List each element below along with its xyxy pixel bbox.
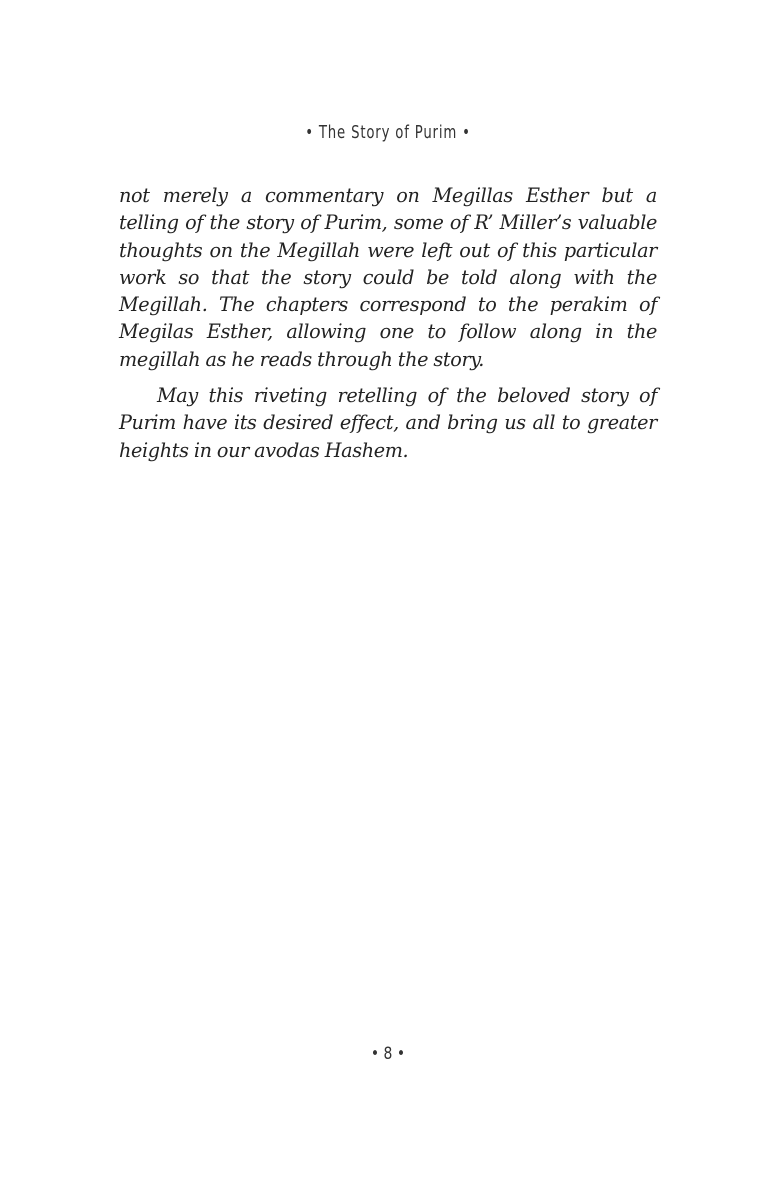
- paragraph-1: not merely a commentary on Megillas Esther but a telling of the story of Purim, some of R’ Miller’s valuable thoughts on the Megillah were left out of this particular work so that the story could be told along with the Megillah. The chapters correspond to the perakim of Megilas Esther, allowing one to follow along in the megillah as he reads through the story.: [119, 184, 657, 371]
- paragraph-2: May this riveting retelling of the beloved story of Purim have its desired effect, and bring us all to greater heights in our avodas Hashem.: [119, 384, 657, 462]
- page-number: • 8 •: [370, 1044, 406, 1064]
- body-text: [119, 182, 657, 464]
- running-header: • The Story of Purim •: [305, 122, 471, 143]
